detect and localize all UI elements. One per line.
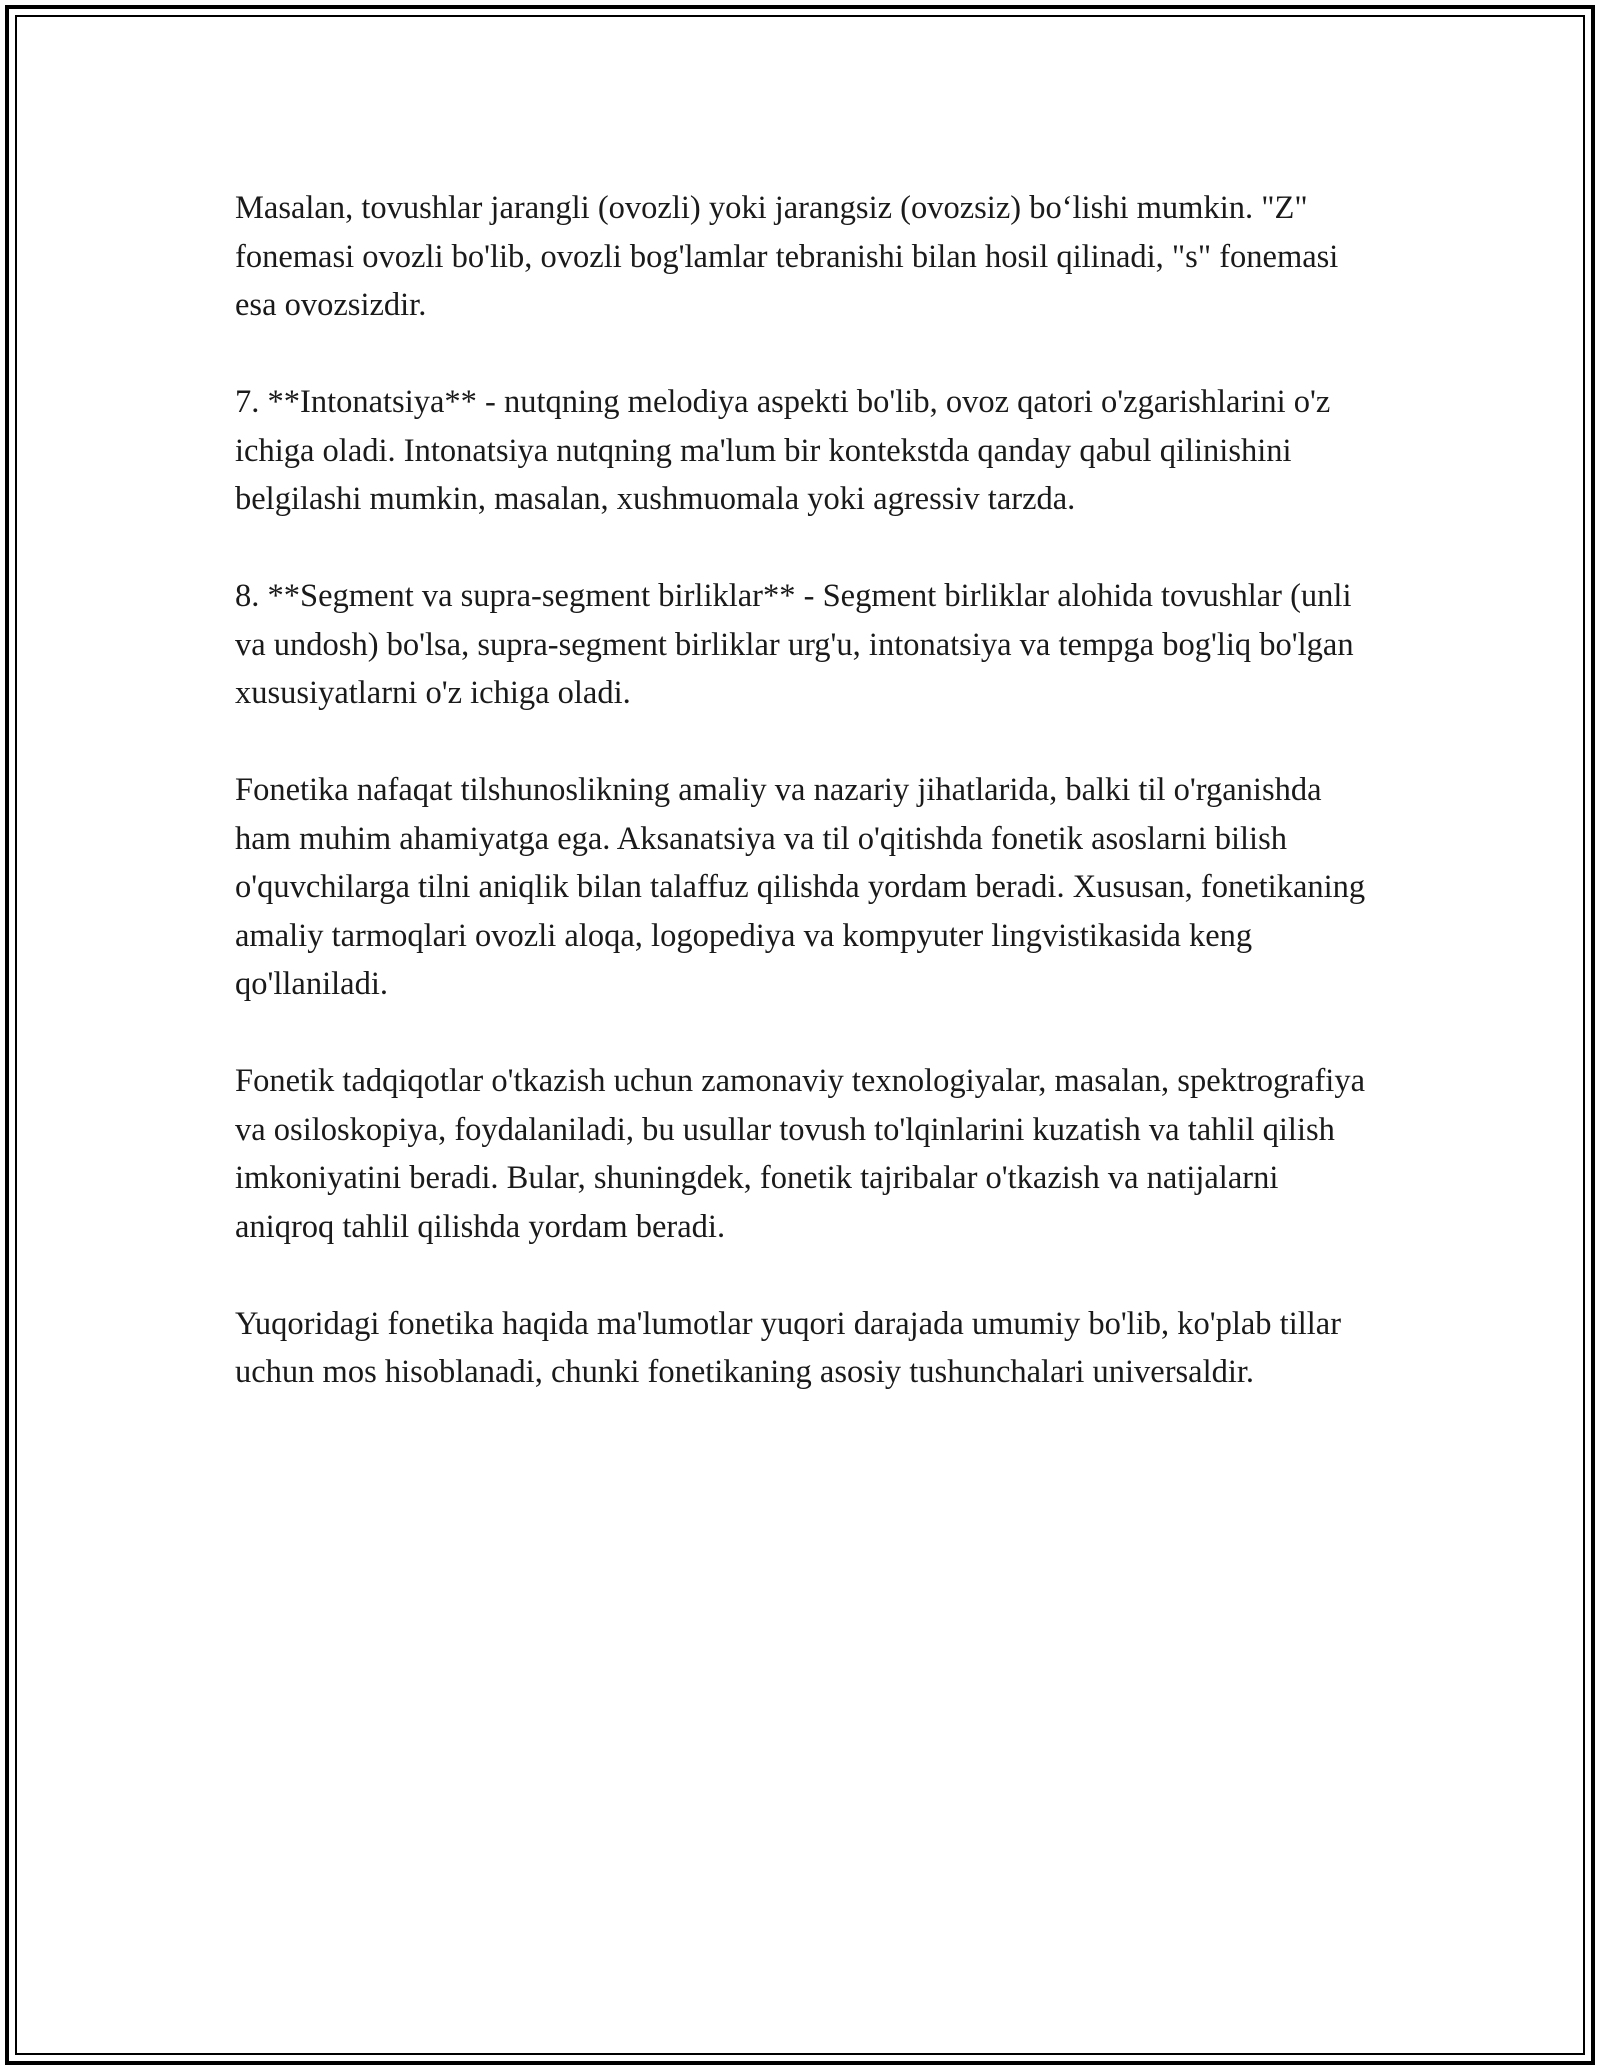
paragraph-intonation: 7. **Intonatsiya** - nutqning melodiya aspekti bo'lib, ovoz qatori o'zgarishlarini o'z ichiga oladi. Intonatsiya nutqning ma'lum bir kontekstda qanday qabul qilinishini belgilashi mumkin, masalan, xushmuomala yoki agressiv tarzda. — [235, 384, 1331, 517]
document-body — [235, 184, 1375, 1445]
paragraph-phonetics-importance: Fonetika nafaqat tilshunoslikning amaliy va nazariy jihatlarida, balki til o'rganishda ham muhim ahamiyatga ega. Aksanatsiya va til o'qitishda fonetik asoslarni bilish o'quvchilarga tilni aniqlik bilan talaffuz qilishda yordam beradi. Xususan, fonetikaning amaliy tarmoqlari ovozli aloqa, logopediya va kompyuter lingvistikasida keng qo'llaniladi. — [235, 772, 1366, 1002]
paragraph-segment-units: 8. **Segment va supra-segment birliklar** - Segment birliklar alohida tovushlar (unli va undosh) bo'lsa, supra-segment birliklar urg'u, intonatsiya va tempga bog'liq bo'lgan xususiyatlarni o'z ichiga oladi. — [235, 578, 1354, 711]
paragraph-research-technologies: Fonetik tadqiqotlar o'tkazish uchun zamonaviy texnologiyalar, masalan, spektrografiya va osiloskopiya, foydalaniladi, bu usullar tovush to'lqinlarini kuzatish va tahlil qilish imkoniyatini beradi. Bular, shuningdek, fonetik tajribalar o'tkazish va natijalarni aniqroq tahlil qilishda yordam beradi. — [235, 1063, 1365, 1245]
paragraph-conclusion: Yuqoridagi fonetika haqida ma'lumotlar yuqori darajada umumiy bo'lib, ko'plab tillar uchun mos hisoblanadi, chunki fonetikaning asosiy tushunchalari universaldir. — [235, 1305, 1342, 1390]
paragraph-voicing: Masalan, tovushlar jarangli (ovozli) yoki jarangsiz (ovozsiz) bo‘lishi mumkin. "Z" fonemasi ovozli bo'lib, ovozli bog'lamlar tebranishi bilan hosil qilinadi, "s" fonemasi esa ovozsizdir. — [235, 190, 1339, 323]
